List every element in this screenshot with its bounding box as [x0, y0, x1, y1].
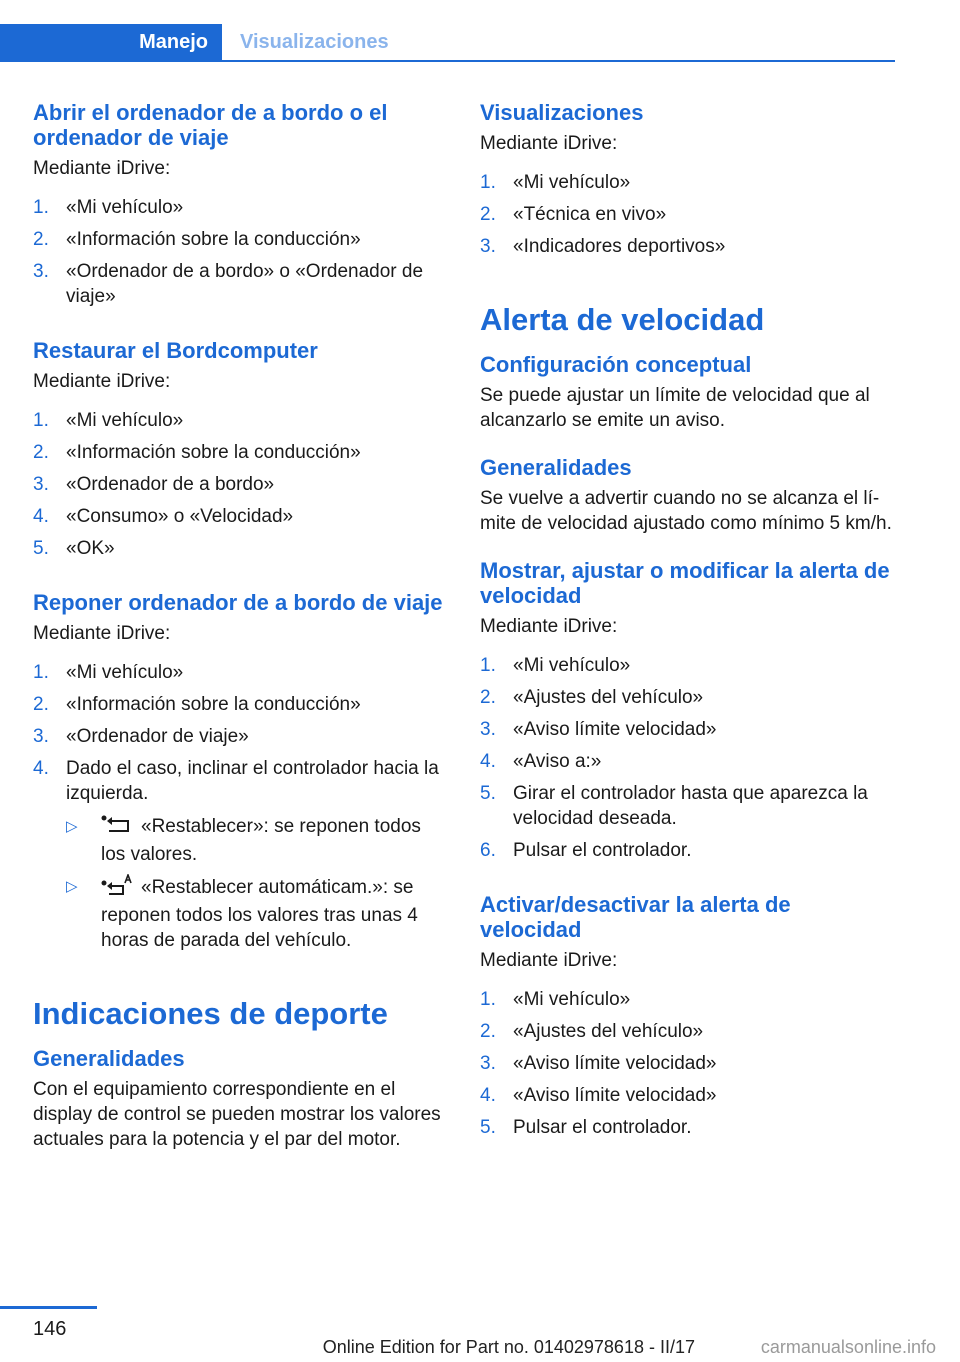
- watermark: carmanualsonline.info: [760, 1337, 936, 1357]
- lead-text: Mediante iDrive:: [480, 950, 618, 971]
- heading-general: Generalidades: [33, 1046, 185, 1071]
- heading-general: Generalidades: [480, 455, 632, 480]
- heading-show-adjust-alert: Mostrar, ajustar o modificar la alerta de velocidad: [480, 558, 890, 608]
- body-text: Con el equipamiento correspondiente en el display de control se pueden mostrar los valores actuales para la potencia y el par del motor.: [33, 1079, 441, 1150]
- list-item: 2. «Técnica en vivo»: [480, 204, 667, 225]
- list-item: 3. «Ordenador de a bordo»: [33, 474, 275, 495]
- heading-visualizations: Visualizaciones: [480, 100, 644, 125]
- list-item: 1. «Mi vehículo»: [33, 410, 184, 431]
- list-item: 4. «Consumo» o «Velocidad»: [33, 506, 294, 527]
- heading-sport-indicators: Indicaciones de deporte: [33, 996, 388, 1031]
- steps-list: [33, 195, 448, 309]
- left-column: [33, 100, 448, 1152]
- list-item: 4. «Aviso límite velocidad»: [480, 1085, 717, 1106]
- lead-text: Mediante iDrive:: [480, 133, 618, 154]
- list-item: 2. «Ajustes del vehículo»: [480, 1021, 704, 1042]
- heading-concept: Configuración conceptual: [480, 352, 752, 377]
- edition-note: Online Edition for Part no. 01402978618 - II/17: [322, 1337, 695, 1357]
- sub-list: [66, 814, 448, 953]
- section-tab-manejo: Manejo: [0, 24, 222, 62]
- steps-list: [33, 408, 448, 561]
- list-item: 3. «Ordenador de a bordo» o «Ordenador de viaje»: [33, 261, 424, 307]
- footer-rule: [0, 1306, 97, 1309]
- body-text: Se vuelve a advertir cuando no se alcanza el límite de velocidad ajustado como mínimo 5 km/h.: [480, 488, 892, 534]
- list-item: 4. «Aviso a:»: [480, 751, 602, 772]
- lead-text: Mediante iDrive:: [33, 158, 171, 179]
- sub-list-item: ▷ «Restablecer automáticam.»: se reponen todos los valores tras unas 4 horas de parada del vehículo.: [66, 874, 448, 953]
- body-text: Se puede ajustar un límite de velocidad que al alcanzarlo se emite un aviso.: [480, 385, 870, 431]
- auto-reset-icon: [101, 874, 133, 903]
- right-column: [480, 100, 895, 1147]
- list-item: 6. Pulsar el controlador.: [480, 840, 692, 861]
- list-item: 5. «OK»: [33, 538, 115, 559]
- heading-open-computer: Abrir el ordenador de a bordo o el ordenador de viaje: [33, 100, 388, 150]
- list-item: 2. «Información sobre la conducción»: [33, 229, 361, 250]
- steps-list: [480, 653, 895, 863]
- list-item: 3. «Aviso límite velocidad»: [480, 1053, 717, 1074]
- reset-icon: [101, 815, 133, 842]
- list-item: 2. «Ajustes del vehículo»: [480, 687, 704, 708]
- lead-text: Mediante iDrive:: [480, 616, 618, 637]
- list-item: 5. Pulsar el controlador.: [480, 1117, 692, 1138]
- sub-list-item: ▷ «Restablecer»: se reponen todos los valores.: [66, 816, 421, 865]
- page-header: [0, 0, 895, 62]
- lead-text: Mediante iDrive:: [33, 371, 171, 392]
- steps-list: [480, 170, 895, 259]
- list-item: 2. «Información sobre la conducción»: [33, 694, 361, 715]
- list-item: 3. «Indicadores deportivos»: [480, 236, 726, 257]
- lead-text: Mediante iDrive:: [33, 623, 171, 644]
- list-item: 3. «Ordenador de viaje»: [33, 726, 249, 747]
- heading-reset-bordcomputer: Restaurar el Bordcomputer: [33, 338, 318, 363]
- list-item: 1. «Mi vehículo»: [480, 655, 631, 676]
- steps-list: [480, 987, 895, 1140]
- list-item: 1. «Mi vehículo»: [33, 197, 184, 218]
- list-item: 1. «Mi vehículo»: [480, 989, 631, 1010]
- list-item: 2. «Información sobre la conducción»: [33, 442, 361, 463]
- list-item: 1. «Mi vehículo»: [480, 172, 631, 193]
- heading-speed-alert: Alerta de velocidad: [480, 302, 765, 337]
- list-item: 3. «Aviso límite velocidad»: [480, 719, 717, 740]
- page-number: 146: [33, 1318, 67, 1340]
- steps-list: [33, 660, 448, 953]
- list-item: 5. Girar el controlador hasta que aparezca la velocidad deseada.: [480, 783, 868, 829]
- list-item: 4. Dado el caso, inclinar el controlador hacia la izquierda. ▷ «Restablecer»: se reponen todos los valores. ▷ «Restablecer automáticam.»: se reponen todos los valores tras unas 4 horas de parada del vehículo.: [33, 756, 448, 953]
- section-tab-visualizaciones: Visualizaciones: [240, 31, 389, 53]
- list-item: 1. «Mi vehículo»: [33, 662, 184, 683]
- heading-reset-trip-computer: Reponer ordenador de a bordo de viaje: [33, 590, 443, 615]
- heading-toggle-alert: Activar/desactivar la alerta de velocidad: [480, 892, 791, 942]
